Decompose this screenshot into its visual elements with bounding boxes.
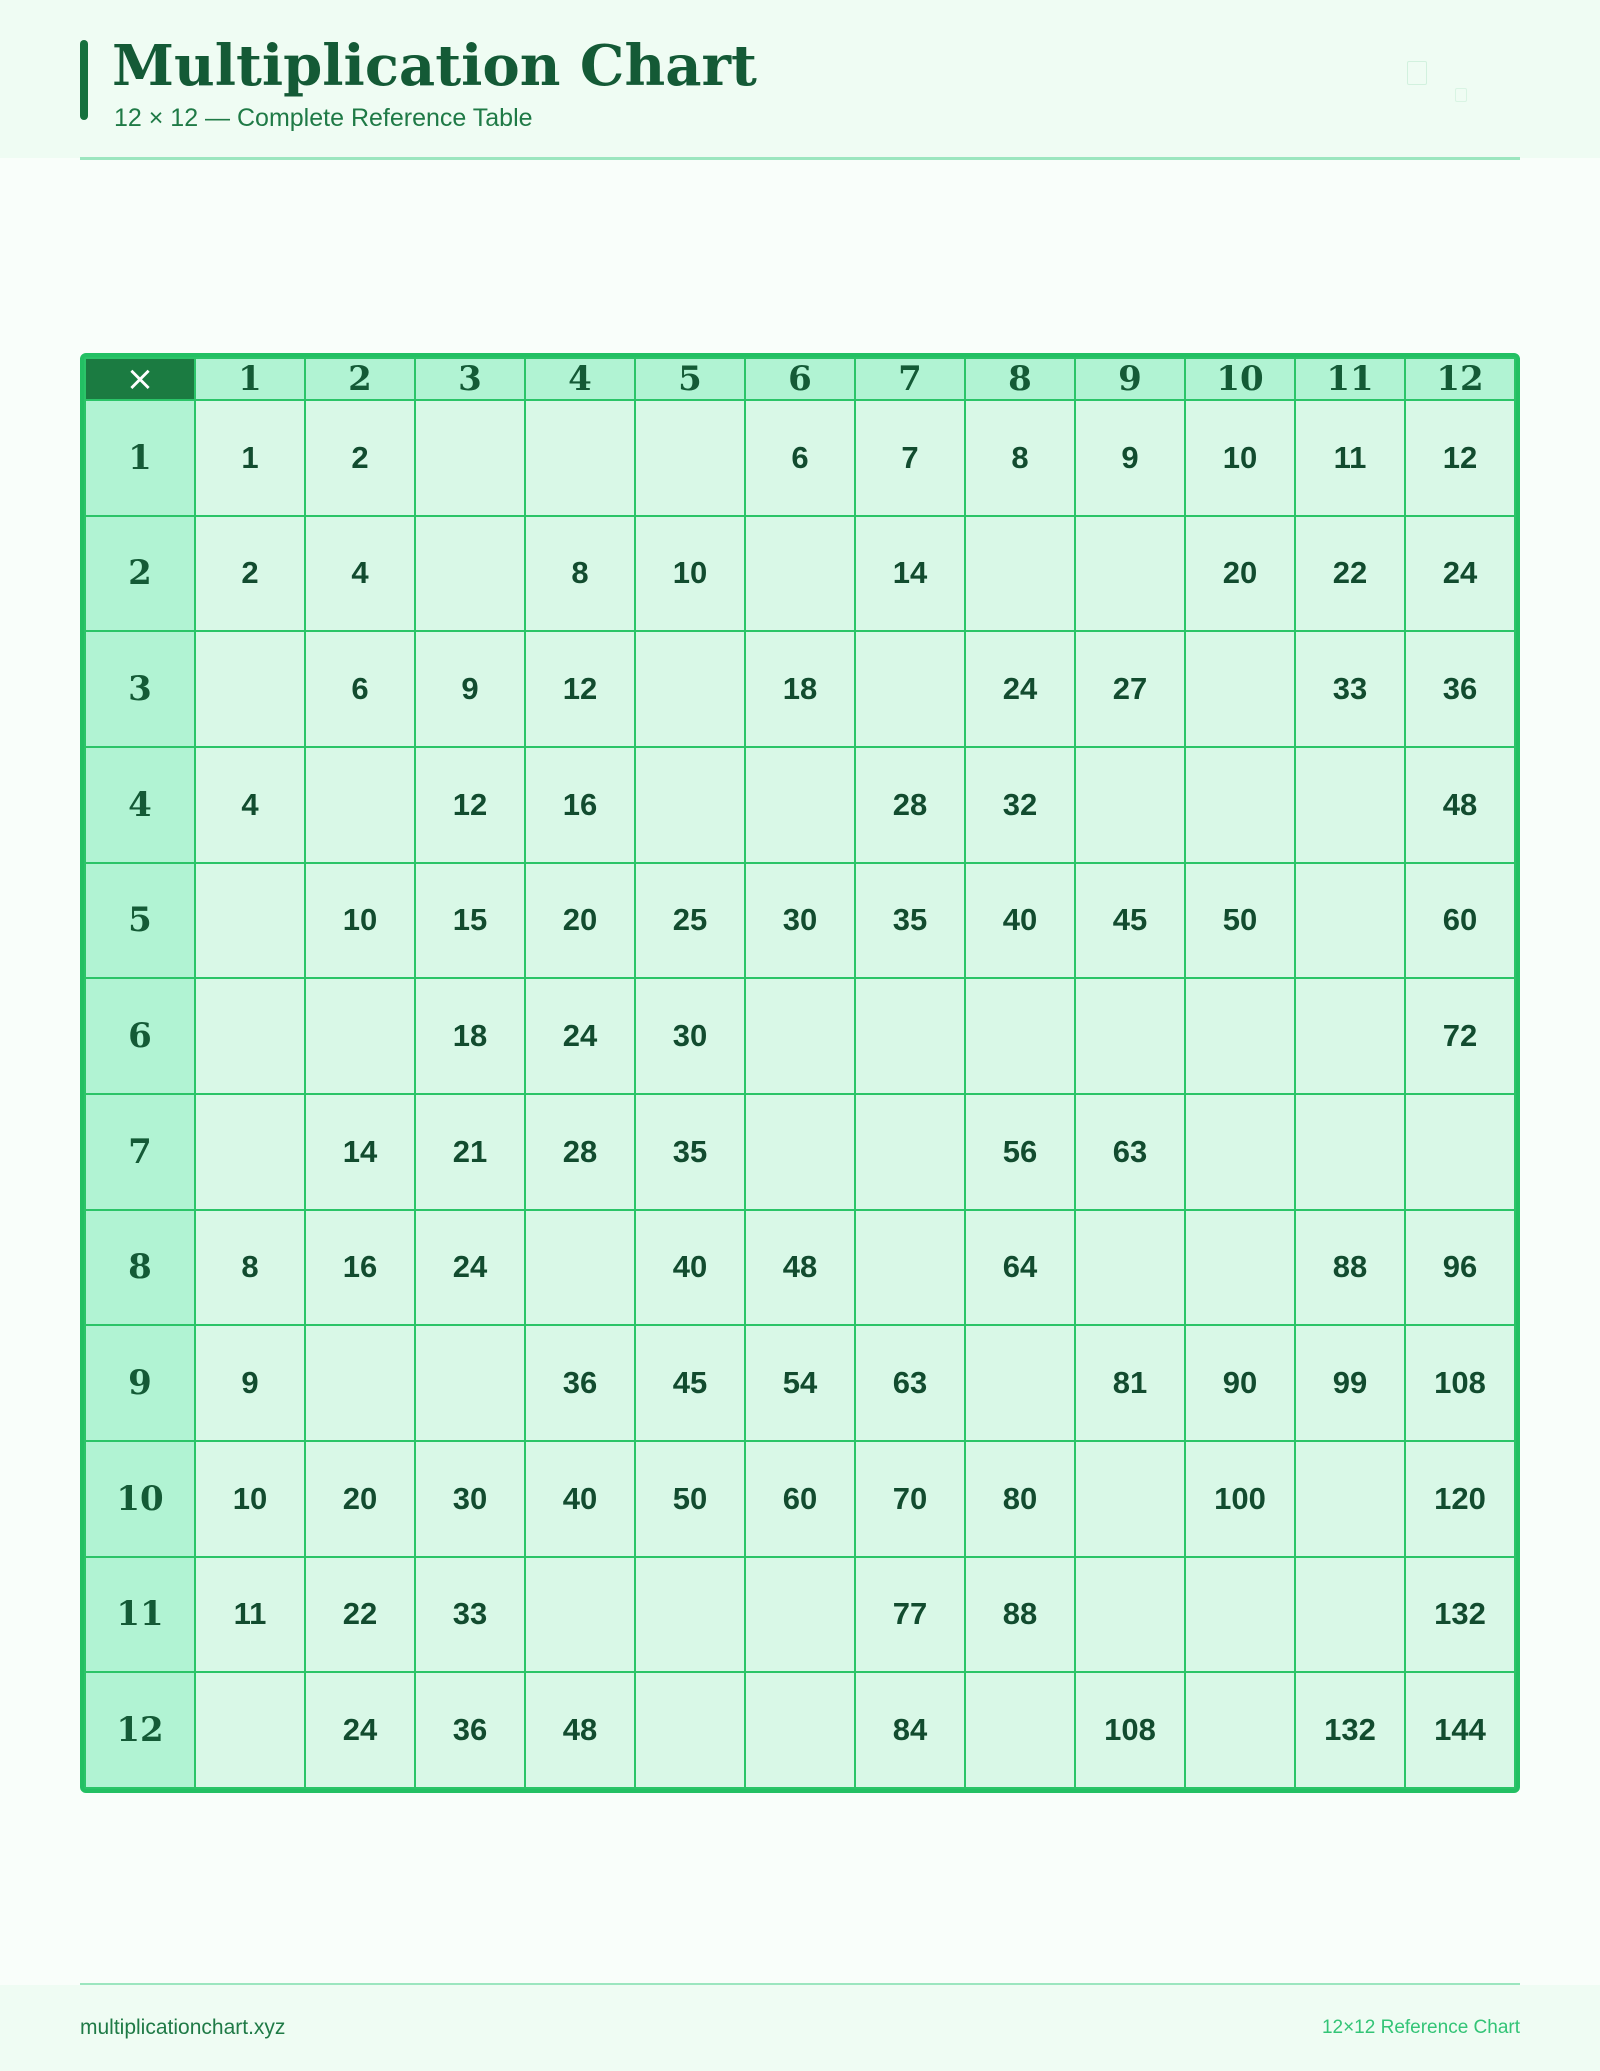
product-cell: 88 [1295,1210,1405,1326]
product-cell [745,978,855,1094]
product-cell: 12 [1405,400,1515,516]
product-cell: 54 [745,1325,855,1441]
product-cell: 9 [195,1325,305,1441]
product-cell [1185,747,1295,863]
product-cell: 4 [305,516,415,632]
table-row [85,516,1515,632]
product-cell [195,631,305,747]
product-cell [1295,1094,1405,1210]
page-title: Multiplication Chart [112,33,757,99]
product-cell: 24 [415,1210,525,1326]
product-cell [965,516,1075,632]
product-cell [965,1672,1075,1788]
column-header: 6 [745,358,855,400]
product-cell: 24 [305,1672,415,1788]
table-row [85,747,1515,863]
product-cell: 45 [1075,863,1185,979]
table-row [85,1210,1515,1326]
product-cell: 12 [415,747,525,863]
row-header: 11 [85,1557,195,1673]
product-cell [855,978,965,1094]
corner-multiply-symbol: × [85,358,195,400]
product-cell [1075,747,1185,863]
product-cell: 50 [1185,863,1295,979]
product-cell [1405,1094,1515,1210]
column-header: 9 [1075,358,1185,400]
product-cell [305,747,415,863]
product-cell [415,400,525,516]
product-cell: 20 [305,1441,415,1557]
product-cell: 35 [855,863,965,979]
product-cell: 64 [965,1210,1075,1326]
product-cell: 20 [1185,516,1295,632]
product-cell [415,516,525,632]
product-cell: 80 [965,1441,1075,1557]
product-cell: 96 [1405,1210,1515,1326]
product-cell: 100 [1185,1441,1295,1557]
product-cell [1185,1672,1295,1788]
table-row [85,863,1515,979]
column-header: 10 [1185,358,1295,400]
title-accent-bar [80,40,88,120]
product-cell: 24 [525,978,635,1094]
product-cell [1075,1210,1185,1326]
product-cell: 6 [305,631,415,747]
product-cell: 36 [1405,631,1515,747]
row-header: 5 [85,863,195,979]
decorative-square-icon [1407,61,1427,85]
footer-site-name: multiplicationchart.xyz [80,2016,286,2039]
product-cell: 8 [525,516,635,632]
column-header: 11 [1295,358,1405,400]
product-cell [1075,516,1185,632]
table-row [85,1325,1515,1441]
product-cell: 50 [635,1441,745,1557]
page-subtitle: 12 × 12 — Complete Reference Table [114,104,533,132]
table-row [85,1672,1515,1788]
row-header: 7 [85,1094,195,1210]
product-cell [1295,1441,1405,1557]
product-cell [745,1672,855,1788]
product-cell: 40 [525,1441,635,1557]
product-cell: 108 [1405,1325,1515,1441]
product-cell: 45 [635,1325,745,1441]
product-cell: 36 [415,1672,525,1788]
row-header: 12 [85,1672,195,1788]
table-header-row [85,358,1515,400]
product-cell: 14 [305,1094,415,1210]
product-cell: 8 [195,1210,305,1326]
product-cell [635,747,745,863]
product-cell: 77 [855,1557,965,1673]
product-cell: 14 [855,516,965,632]
product-cell: 28 [855,747,965,863]
product-cell [1075,978,1185,1094]
product-cell: 33 [415,1557,525,1673]
product-cell [635,631,745,747]
row-header: 10 [85,1441,195,1557]
product-cell [745,747,855,863]
product-cell: 90 [1185,1325,1295,1441]
product-cell [195,978,305,1094]
product-cell [1295,747,1405,863]
product-cell: 18 [745,631,855,747]
product-cell: 88 [965,1557,1075,1673]
table-row [85,400,1515,516]
product-cell: 2 [195,516,305,632]
product-cell: 24 [1405,516,1515,632]
product-cell [195,1094,305,1210]
product-cell: 35 [635,1094,745,1210]
product-cell: 56 [965,1094,1075,1210]
product-cell: 81 [1075,1325,1185,1441]
product-cell: 6 [745,400,855,516]
product-cell [525,1557,635,1673]
product-cell: 22 [305,1557,415,1673]
product-cell: 48 [745,1210,855,1326]
column-header: 12 [1405,358,1515,400]
table-row [85,1441,1515,1557]
product-cell [855,1210,965,1326]
product-cell [305,978,415,1094]
product-cell: 16 [305,1210,415,1326]
product-cell [745,1557,855,1673]
product-cell: 48 [525,1672,635,1788]
product-cell: 2 [305,400,415,516]
product-cell: 12 [525,631,635,747]
product-cell: 120 [1405,1441,1515,1557]
column-header: 3 [415,358,525,400]
product-cell: 40 [965,863,1075,979]
row-header: 3 [85,631,195,747]
header-divider [80,157,1520,160]
product-cell: 132 [1295,1672,1405,1788]
product-cell [195,1672,305,1788]
footer-divider [80,1983,1520,1985]
product-cell [635,400,745,516]
product-cell: 60 [745,1441,855,1557]
product-cell [855,1094,965,1210]
product-cell: 11 [195,1557,305,1673]
table-row [85,978,1515,1094]
product-cell: 40 [635,1210,745,1326]
product-cell: 99 [1295,1325,1405,1441]
product-cell: 63 [1075,1094,1185,1210]
product-cell: 27 [1075,631,1185,747]
multiplication-table [80,353,1520,1793]
product-cell [1185,631,1295,747]
row-header: 9 [85,1325,195,1441]
table-row [85,1557,1515,1673]
product-cell: 30 [415,1441,525,1557]
product-cell [1185,1094,1295,1210]
decorative-small-square-icon [1455,88,1467,102]
product-cell: 30 [745,863,855,979]
product-cell [1075,1441,1185,1557]
product-cell: 108 [1075,1672,1185,1788]
product-cell [525,1210,635,1326]
product-cell [1295,863,1405,979]
product-cell [1295,1557,1405,1673]
product-cell: 24 [965,631,1075,747]
product-cell: 10 [305,863,415,979]
product-cell: 15 [415,863,525,979]
product-cell [965,978,1075,1094]
product-cell [195,863,305,979]
column-header: 2 [305,358,415,400]
product-cell: 30 [635,978,745,1094]
row-header: 6 [85,978,195,1094]
product-cell [745,516,855,632]
product-cell [745,1094,855,1210]
column-header: 8 [965,358,1075,400]
product-cell: 7 [855,400,965,516]
product-cell: 60 [1405,863,1515,979]
column-header: 5 [635,358,745,400]
product-cell: 8 [965,400,1075,516]
product-cell: 9 [415,631,525,747]
product-cell: 33 [1295,631,1405,747]
product-cell: 63 [855,1325,965,1441]
product-cell: 25 [635,863,745,979]
product-cell [1075,1557,1185,1673]
product-cell [855,631,965,747]
column-header: 4 [525,358,635,400]
product-cell [965,1325,1075,1441]
product-cell: 10 [1185,400,1295,516]
product-cell [305,1325,415,1441]
product-cell: 20 [525,863,635,979]
product-cell: 4 [195,747,305,863]
product-cell: 36 [525,1325,635,1441]
product-cell: 132 [1405,1557,1515,1673]
product-cell: 10 [195,1441,305,1557]
product-cell: 9 [1075,400,1185,516]
product-cell: 84 [855,1672,965,1788]
product-cell [1185,978,1295,1094]
row-header: 8 [85,1210,195,1326]
product-cell [1185,1557,1295,1673]
product-cell: 16 [525,747,635,863]
footer-chart-label: 12×12 Reference Chart [1321,2017,1520,2038]
product-cell: 32 [965,747,1075,863]
product-cell: 21 [415,1094,525,1210]
product-cell: 28 [525,1094,635,1210]
product-cell [1295,978,1405,1094]
product-cell [1185,1210,1295,1326]
product-cell: 18 [415,978,525,1094]
product-cell: 70 [855,1441,965,1557]
product-cell: 22 [1295,516,1405,632]
product-cell: 144 [1405,1672,1515,1788]
product-cell: 10 [635,516,745,632]
product-cell [525,400,635,516]
product-cell [415,1325,525,1441]
product-cell: 48 [1405,747,1515,863]
product-cell: 11 [1295,400,1405,516]
row-header: 2 [85,516,195,632]
table-row [85,1094,1515,1210]
column-header: 7 [855,358,965,400]
product-cell [635,1557,745,1673]
product-cell [635,1672,745,1788]
product-cell: 1 [195,400,305,516]
product-cell: 72 [1405,978,1515,1094]
row-header: 1 [85,400,195,516]
column-header: 1 [195,358,305,400]
row-header: 4 [85,747,195,863]
table-row [85,631,1515,747]
